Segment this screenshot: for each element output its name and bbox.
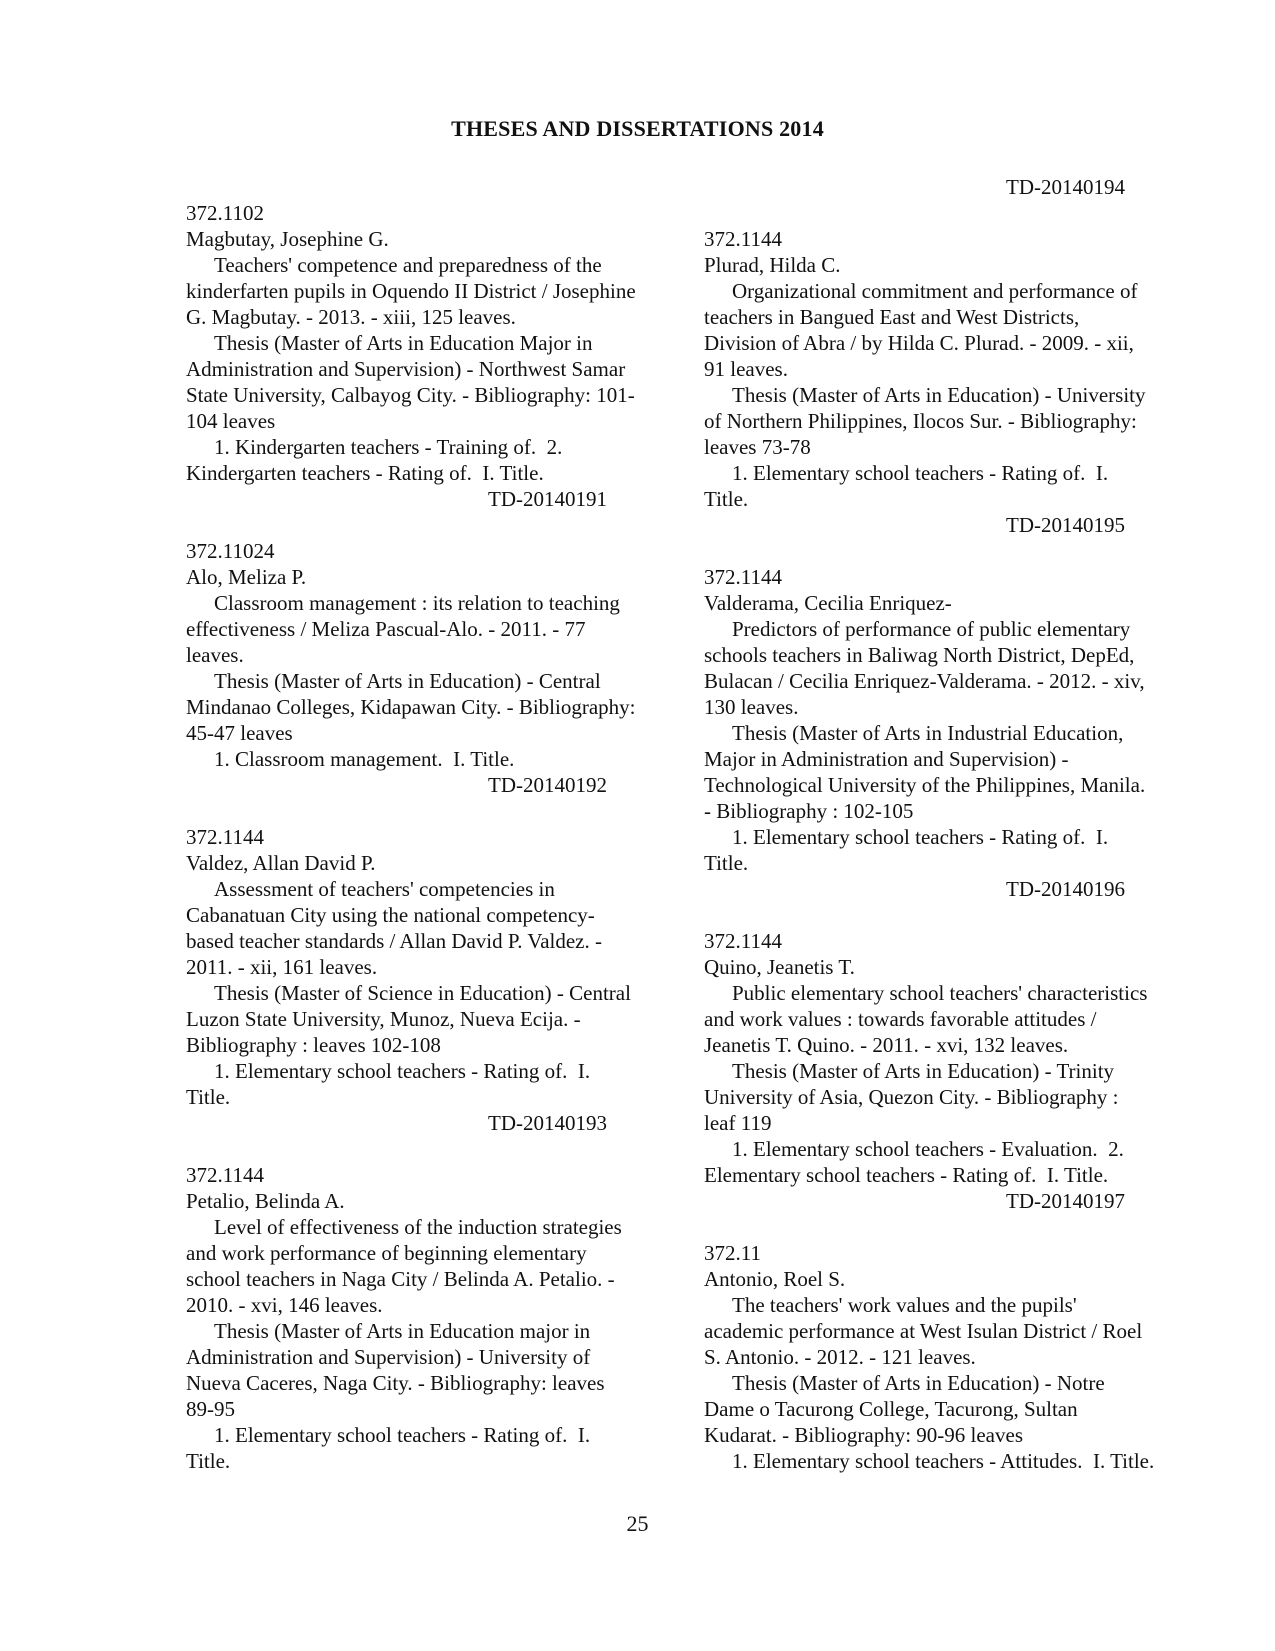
entry-line: Major in Administration and Supervision) - [704,747,1069,771]
entry-line: University of Asia, Quezon City. - Bibliography : [704,1085,1119,1109]
catalog-entry [704,226,1204,538]
entry-line: Thesis (Master of Arts in Industrial Education, [732,721,1124,745]
left-column [186,200,686,1500]
call-number: 372.1144 [704,227,782,251]
entry-line: kinderfarten pupils in Oquendo II District / Josephine [186,279,636,303]
entry-line: Kudarat. - Bibliography: 90-96 leaves [704,1423,1023,1447]
page-number: 25 [626,1511,649,1536]
entry-line: Luzon State University, Munoz, Nueva Ecija. - [186,1007,581,1031]
right-column [704,174,1204,1500]
entry-line: G. Magbutay. - 2013. - xiii, 125 leaves. [186,305,516,329]
entry-line: 1. Classroom management. I. Title. [214,747,515,771]
entry-line: 1. Elementary school teachers - Evaluation. 2. [732,1137,1124,1161]
entry-line: 91 leaves. [704,357,788,381]
entry-line: Magbutay, Josephine G. [186,227,389,251]
entry-line: leaves. [186,643,244,667]
entry-line: and work values : towards favorable attitudes / [704,1007,1097,1031]
call-number: 372.1102 [186,201,264,225]
catalog-entry [704,1240,1204,1474]
entry-line: effectiveness / Meliza Pascual-Alo. - 2011. - 77 [186,617,586,641]
entry-line: S. Antonio. - 2012. - 121 leaves. [704,1345,976,1369]
entry-line: Title. [704,851,749,875]
entry-line: Thesis (Master of Arts in Education) - Central [214,669,601,693]
entry-line: Thesis (Master of Science in Education) - Central [214,981,631,1005]
entry-line: Administration and Supervision) - Northwest Samar [186,357,626,381]
entry-line: Title. [704,487,749,511]
accession-number: TD-20140193 [488,1111,607,1135]
entry-line: academic performance at West Isulan District / Roel [704,1319,1143,1343]
entry-line: of Northern Philippines, Ilocos Sur. - Bibliography: [704,409,1137,433]
page-title: THESES AND DISSERTATIONS 2014 [451,116,824,141]
entry-line: Dame o Tacurong College, Tacurong, Sultan [704,1397,1078,1421]
entry-line: Organizational commitment and performance of [732,279,1138,303]
entry-line: The teachers' work values and the pupils' [732,1293,1077,1317]
entry-line: Administration and Supervision) - University of [186,1345,591,1369]
entry-line: Antonio, Roel S. [704,1267,846,1291]
entry-line: and work performance of beginning elementary [186,1241,587,1265]
catalog-entry [186,538,686,798]
entry-line: 1. Elementary school teachers - Attitudes. I. Title. [732,1449,1155,1473]
catalog-entry [186,1162,686,1474]
entry-line: Classroom management : its relation to teaching [214,591,620,615]
catalog-entry [186,200,686,512]
entry-line: Petalio, Belinda A. [186,1189,345,1213]
entry-line: 2010. - xvi, 146 leaves. [186,1293,383,1317]
entry-line: Valdez, Allan David P. [186,851,376,875]
entry-line: Title. [186,1085,231,1109]
call-number: 372.1144 [704,565,782,589]
entry-line: Valderama, Cecilia Enriquez- [704,591,952,615]
entry-line: Thesis (Master of Arts in Education major in [214,1319,591,1343]
entry-line: Bibliography : leaves 102-108 [186,1033,441,1057]
entry-line: leaf 119 [704,1111,772,1135]
entry-line: schools teachers in Baliwag North District, DepEd, [704,643,1135,667]
accession-number: TD-20140191 [488,487,607,511]
entry-line: 89-95 [186,1397,235,1421]
entry-line: Level of effectiveness of the induction strategies [214,1215,622,1239]
accession-number: TD-20140194 [1006,175,1125,199]
catalog-entry [704,564,1204,902]
accession-number: TD-20140192 [488,773,607,797]
entry-line: school teachers in Naga City / Belinda A. Petalio. - [186,1267,615,1291]
entry-line: 1. Elementary school teachers - Rating of. I. [214,1423,591,1447]
entry-line: Division of Abra / by Hilda C. Plurad. - 2009. - xii, [704,331,1134,355]
catalog-entry [704,174,1204,200]
call-number: 372.11024 [186,539,275,563]
entry-line: Elementary school teachers - Rating of. I. Title. [704,1163,1109,1187]
entry-line: Quino, Jeanetis T. [704,955,855,979]
entry-line: Alo, Meliza P. [186,565,307,589]
entry-line: Teachers' competence and preparedness of the [214,253,602,277]
entry-line: Mindanao Colleges, Kidapawan City. - Bibliography: [186,695,636,719]
accession-number: TD-20140195 [1006,513,1125,537]
entry-line: leaves 73-78 [704,435,811,459]
entry-line: based teacher standards / Allan David P. Valdez. - [186,929,602,953]
accession-number: TD-20140197 [1006,1189,1125,1213]
entry-line: 1. Elementary school teachers - Rating of. I. [214,1059,591,1083]
entry-line: 1. Elementary school teachers - Rating of. I. [732,825,1109,849]
entry-line: Nueva Caceres, Naga City. - Bibliography: leaves [186,1371,605,1395]
entry-line: 104 leaves [186,409,276,433]
entry-line: teachers in Bangued East and West Districts, [704,305,1080,329]
catalog-entry [186,824,686,1136]
call-number: 372.1144 [186,1163,264,1187]
entry-line: 130 leaves. [704,695,799,719]
entry-line: Bulacan / Cecilia Enriquez-Valderama. - 2012. - xiv, [704,669,1145,693]
entry-line: Thesis (Master of Arts in Education) - Notre [732,1371,1105,1395]
entry-line: Title. [186,1449,231,1473]
entry-line: Kindergarten teachers - Rating of. I. Title. [186,461,544,485]
call-number: 372.1144 [704,929,782,953]
catalog-entry [704,928,1204,1214]
entry-line: Cabanatuan City using the national competency- [186,903,595,927]
entry-line: State University, Calbayog City. - Bibliography: 101- [186,383,635,407]
entry-line: 1. Elementary school teachers - Rating of. I. [732,461,1109,485]
call-number: 372.1144 [186,825,264,849]
entry-line: - Bibliography : 102-105 [704,799,914,823]
entry-line: Predictors of performance of public elementary [732,617,1131,641]
entry-line: 2011. - xii, 161 leaves. [186,955,378,979]
entry-line: Plurad, Hilda C. [704,253,841,277]
entry-line: Technological University of the Philippines, Manila. [704,773,1146,797]
call-number: 372.11 [704,1241,761,1265]
entry-line: Jeanetis T. Quino. - 2011. - xvi, 132 leaves. [704,1033,1069,1057]
entry-line: Thesis (Master of Arts in Education) - Trinity [732,1059,1115,1083]
accession-number: TD-20140196 [1006,877,1125,901]
entry-line: Assessment of teachers' competencies in [214,877,555,901]
entry-line: 45-47 leaves [186,721,293,745]
entry-line: Public elementary school teachers' characteristics [732,981,1148,1005]
entry-line: Thesis (Master of Arts in Education) - University [732,383,1146,407]
entry-line: 1. Kindergarten teachers - Training of. 2. [214,435,563,459]
entry-line: Thesis (Master of Arts in Education Major in [214,331,593,355]
